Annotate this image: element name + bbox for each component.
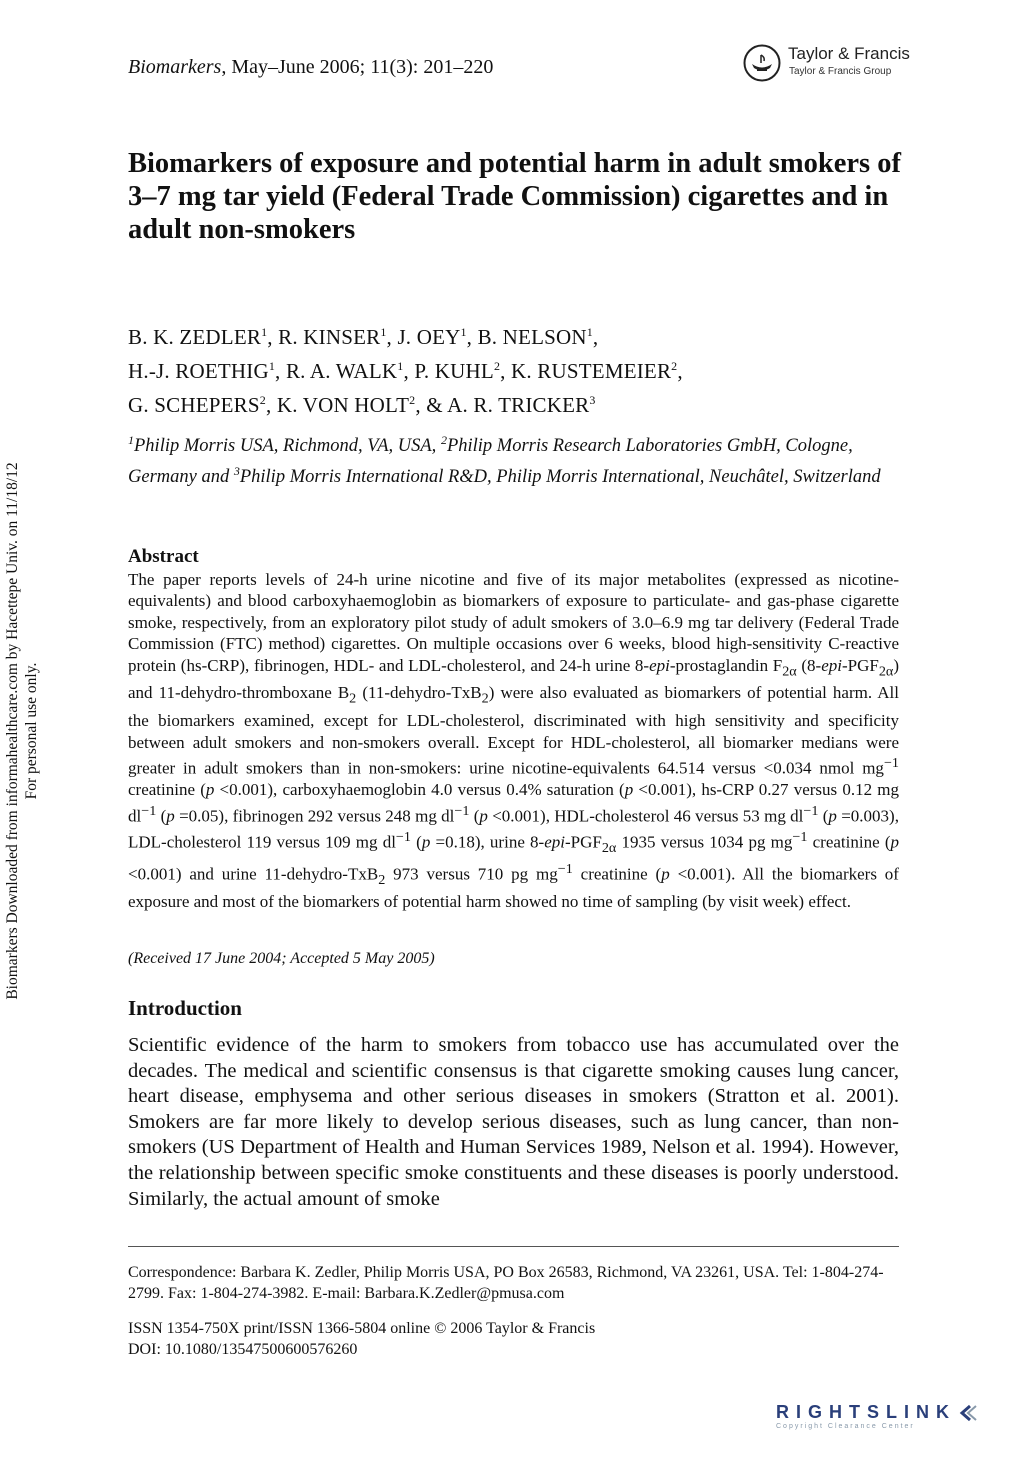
- author: R. A. WALK$^1$,: [285, 359, 415, 383]
- introduction-text: Scientific evidence of the harm to smokers from tobacco use has accumulated over the decades. The medical and scientific consensus is that cigarette smoking causes lung cancer, heart disease, emphysema and other serious diseases in smokers (Stratton et al. 2001). Smokers are far more likely to develop serious diseases, such as lung cancer, than non-smokers (US Department of Health and Human Services 1989, Nelson et al. 1994). However, the relationship between specific smoke constituents and these diseases is poorly understood. Similarly, the actual amount of smoke: [128, 1034, 899, 1210]
- taylor-francis-logo-icon: [742, 43, 782, 83]
- download-notice: Biomarkers Downloaded from informahealthcare.com by Hacettepe Univ. on 11/18/12: [4, 462, 21, 1000]
- author: K. VON HOLT$^2$, &: [276, 393, 448, 417]
- publisher-name: Taylor & Francis: [788, 44, 910, 63]
- author: R. KINSER$^1$,: [278, 325, 398, 349]
- personal-use-notice: For personal use only.: [23, 662, 40, 800]
- author: H.-J. ROETHIG$^1$,: [128, 359, 286, 383]
- received-dates: (Received 17 June 2004; Accepted 5 May 2005): [128, 950, 435, 967]
- rightslink-subtitle: Copyright Clearance Center: [776, 1423, 915, 1430]
- author: G. SCHEPERS$^2$,: [128, 393, 277, 417]
- author: J. OEY$^1$,: [397, 325, 478, 349]
- correspondence-note: Correspondence: Barbara K. Zedler, Philip Morris USA, PO Box 26583, Richmond, VA 23261, USA. Tel: 1-804-274-2799. Fax: 1-804-274-3982. E-mail: Barbara.K.Zedler@pmusa.com: [128, 1264, 884, 1302]
- author-list: [128, 318, 908, 420]
- author: A. R. TRICKER$^3$: [447, 393, 596, 417]
- abstract-heading: Abstract: [128, 546, 199, 567]
- author: P. KUHL$^2$,: [414, 359, 512, 383]
- journal-name: Biomarkers: [128, 56, 222, 78]
- download-watermark: [3, 440, 41, 1022]
- author: B. K. ZEDLER$^1$,: [128, 325, 279, 349]
- journal-citation: [128, 56, 493, 79]
- doi-line: DOI: 10.1080/13547500600576260: [128, 1341, 358, 1358]
- publisher-group: Taylor & Francis Group: [789, 66, 892, 77]
- issn-line: ISSN 1354-750X print/ISSN 1366-5804 online © 2006 Taylor & Francis: [128, 1320, 596, 1337]
- rightslink-label: RIGHTSLINK: [776, 1402, 956, 1422]
- abstract-text: The paper reports levels of 24-h urine nicotine and five of its major metabolites (expressed as nicotine-equivalents) and blood carboxyhaemoglobin as biomarkers of exposure to particulate- and gas-phase cigarette smoke, respectively, from an exploratory pilot study of adult smokers of 3.0–6.9 mg tar delivery (Federal Trade Commission (FTC) method) cigarettes. On multiple occasions over 6 weeks, blood high-sensitivity C-reactive protein (hs-CRP), fibrinogen, HDL- and LDL-cholesterol, and 24-h urine 8-epi-prostaglandin $F_{2\alpha}$ $(8-epi-PGF_{2\alpha})$ and 11-dehydro-thromboxane $B_2$ (11-dehydro-TxB$_2$) were also evaluated as biomarkers of potential harm. All the biomarkers examined, except for LDL-cholesterol, discriminated with high sensitivity and specificity between adult smokers and non-smokers overall. Except for HDL-cholesterol, all biomarker medians were greater in adult smokers than in non-smokers: urine nicotine-equivalents 64.514 versus <0.034 nmol $mg^{-1}$ creatinine (p <0.001), carboxyhaemoglobin 4.0 versus 0.4% saturation (p <0.001), hs-CRP 0.27 versus 0.12 mg $dl^{-1}$ (p =0.05), fibrinogen 292 versus 248 mg $dl^{-1}$ (p <0.001), HDL-cholesterol 46 versus 53 mg $dl^{-1}$ (p =0.003), LDL-cholesterol 119 versus 109 mg $dl^{-1}$ (p =0.18), urine $8-epi-PGF_{2\alpha}$ 1935 versus 1034 pg $mg^{-1}$ creatinine (p <0.001) and urine 11-dehydro-TxB$_2$ 973 versus 710 pg $mg^{-1}$ creatinine (p <0.001). All the biomarkers of exposure and most of the biomarkers of potential harm showed no time of sampling (by visit week) effect.: [128, 570, 899, 912]
- author: B. NELSON$^1$,: [477, 325, 599, 349]
- affiliations: $^1$Philip Morris USA, Richmond, VA, USA, $^2$Philip Morris Research Laboratories GmbH, Cologne, Germany and $^3$Philip Morris International R&D, Philip Morris International, Neuchâtel, Switzerland: [128, 433, 881, 488]
- footnote-divider: [128, 1246, 899, 1247]
- rightslink-badge[interactable]: [776, 1402, 1011, 1438]
- journal-issue: , May–June 2006; 11(3): 201–220: [221, 56, 494, 78]
- paper-title: Biomarkers of exposure and potential harm in adult smokers of 3–7 mg tar yield (Federal Trade Commission) cigarettes and in adult non-smokers: [128, 148, 901, 245]
- author: K. RUSTEMEIER$^2$,: [511, 359, 683, 383]
- issn-doi-block: [128, 1318, 899, 1360]
- introduction-heading: Introduction: [128, 996, 242, 1020]
- rightslink-arrow-icon: [956, 1404, 978, 1422]
